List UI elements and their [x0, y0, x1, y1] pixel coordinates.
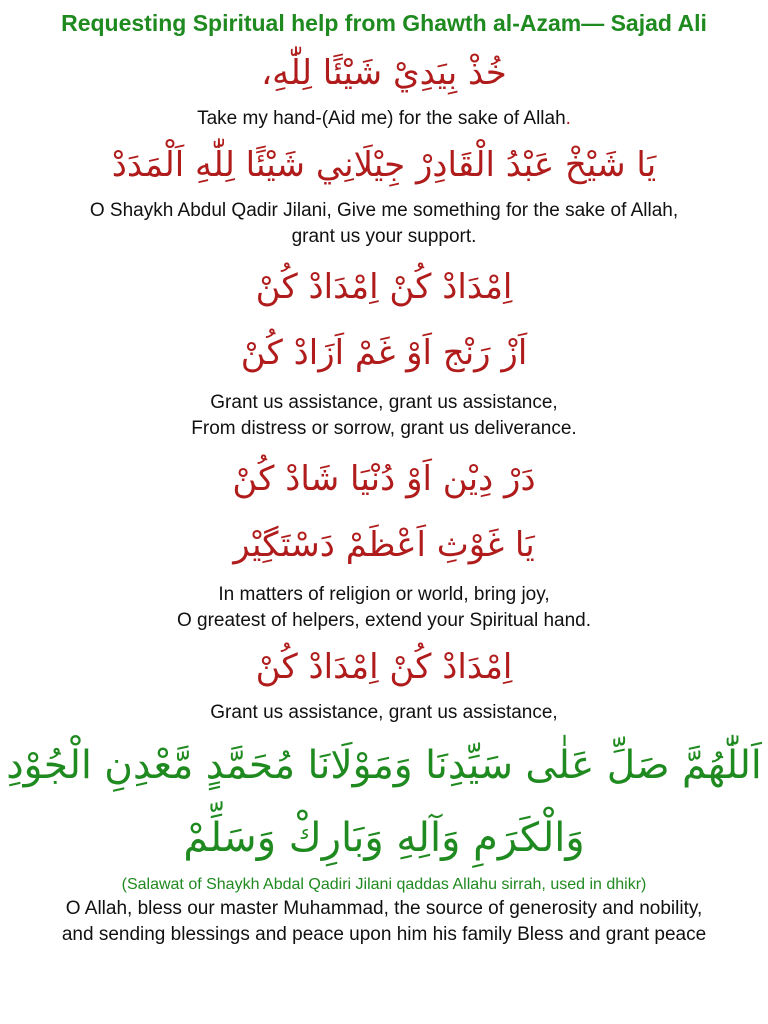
- verse-2-arabic: يَا شَيْخْ عَبْدُ الْقَادِرْ جِيْلَانِي شَيْئًا لِلّٰهِ اَلْمَدَدْ: [111, 145, 657, 185]
- verse-1-english: [197, 106, 571, 132]
- verse-4-arabic-line-2: یَا غَوْثِ اَعْظَمْ دَسْتَگِیْر: [233, 525, 535, 565]
- verse-3-english-line-2: From distress or sorrow, grant us deliverance.: [191, 418, 577, 439]
- verse-3-english-line-1: Grant us assistance, grant us assistance,: [210, 392, 558, 413]
- verse-3-arabic-line-1: اِمْدَادْ کُنْ اِمْدَادْ کُنْ: [255, 267, 513, 307]
- verse-2-english-line-1: O Shaykh Abdul Qadir Jilani, Give me something for the sake of Allah,: [89, 200, 679, 221]
- verse-1-english-accent: .: [565, 108, 571, 129]
- verse-3-arabic-line-2: اَزْ رَنْج اَوْ غَمْ اَزَادْ کُنْ: [240, 333, 528, 373]
- verse-5-english: Grant us assistance, grant us assistance,: [210, 702, 558, 723]
- verse-1-english-text: Take my hand-(Aid me) for the sake of Allah: [197, 108, 566, 129]
- salawat-note: (Salawat of Shaykh Abdal Qadiri Jilani qaddas Allahu sirrah, used in dhikr): [121, 876, 647, 893]
- verse-1-arabic: خُذْ بِيَدِيْ شَيْئًا لِلّٰهِ،: [261, 53, 507, 93]
- verse-2-english-line-2: grant us your support.: [291, 226, 477, 247]
- salawat-arabic-line-1: اَللّٰهُمَّ صَلِّ عَلٰى سَيِّدِنَا وَمَوْلَانَا مُحَمَّدٍ مَّعْدِنِ الْجُوْدِ: [6, 743, 762, 788]
- salawat-arabic-line-2: وَالْكَرَمِ وَآلِهِ وَبَارِكْ وَسَلِّمْ: [183, 815, 585, 861]
- salawat-english-line-2: and sending blessings and peace upon him his family Bless and grant peace: [61, 924, 707, 945]
- verse-4-arabic-line-1: دَرْ دِیْن اَوْ دُنْیَا شَادْ کُنْ: [232, 459, 536, 499]
- verse-5-arabic: اِمْدَادْ کُنْ اِمْدَادْ کُنْ: [255, 647, 513, 687]
- verse-4-english-line-1: In matters of religion or world, bring joy,: [218, 584, 550, 605]
- salawat-english-line-1: O Allah, bless our master Muhammad, the source of generosity and nobility,: [65, 898, 703, 919]
- verse-4-english-line-2: O greatest of helpers, extend your Spiritual hand.: [176, 610, 592, 631]
- page-title: Requesting Spiritual help from Ghawth al-Azam— Sajad Ali: [61, 10, 707, 36]
